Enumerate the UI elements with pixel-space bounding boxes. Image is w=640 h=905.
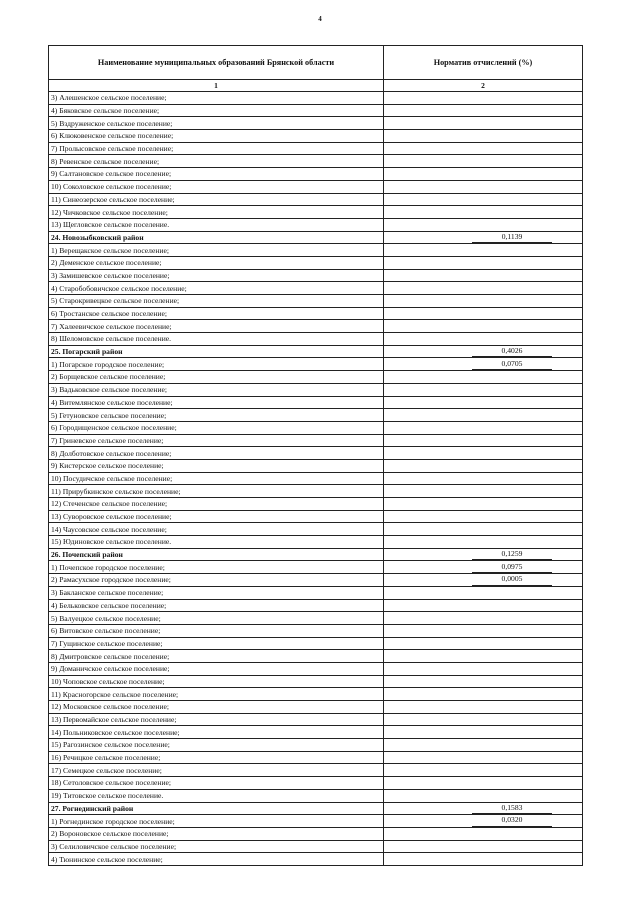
- table-row: [49, 92, 583, 105]
- table-row: [49, 333, 583, 346]
- column-number-1: 1: [49, 80, 384, 92]
- column-number-row: [49, 80, 583, 92]
- rate-cell: [384, 523, 583, 536]
- rate-cell: [384, 815, 583, 828]
- settlement-name: 2) Деменское сельское поселение;: [49, 256, 384, 269]
- table-body: [49, 92, 583, 866]
- settlement-name: 6) Городищенское сельское поселение;: [49, 421, 384, 434]
- rate-cell: [384, 827, 583, 840]
- table-row: [49, 599, 583, 612]
- rate-value: 0,1139: [472, 232, 552, 244]
- settlement-name: 5) Гетуновское сельское поселение;: [49, 409, 384, 422]
- rate-cell: [384, 409, 583, 422]
- settlement-name: 10) Посудичское сельское поселение;: [49, 472, 384, 485]
- table-row: [49, 117, 583, 130]
- rate-cell: [384, 701, 583, 714]
- rate-cell: [384, 739, 583, 752]
- table-row: [49, 244, 583, 257]
- rate-cell: [384, 333, 583, 346]
- settlement-name: 7) Гущинское сельское поселение;: [49, 637, 384, 650]
- table-row: [49, 168, 583, 181]
- rate-cell: [384, 789, 583, 802]
- rate-cell: [384, 180, 583, 193]
- table-row: [49, 383, 583, 396]
- settlement-name: 1) Рогнединское городское поселение;: [49, 815, 384, 828]
- rate-cell: [384, 637, 583, 650]
- rate-cell: [384, 688, 583, 701]
- table-row: [49, 409, 583, 422]
- rate-cell: [384, 751, 583, 764]
- table-row: [49, 827, 583, 840]
- table-row: [49, 561, 583, 574]
- rate-value: 0,0975: [472, 562, 552, 574]
- district-name: 27. Рогнединский район: [49, 802, 384, 815]
- rate-cell: [384, 713, 583, 726]
- table-row: [49, 853, 583, 866]
- rate-cell: [384, 231, 583, 244]
- table-row: [49, 104, 583, 117]
- district-name: 25. Погарский район: [49, 345, 384, 358]
- rate-cell: [384, 548, 583, 561]
- settlement-name: 7) Пролысовское сельское поселение;: [49, 142, 384, 155]
- table-row: [49, 206, 583, 219]
- rate-value: 0,1259: [472, 549, 552, 561]
- page-number: 4: [318, 15, 322, 23]
- table-row: [49, 840, 583, 853]
- table-row: [49, 472, 583, 485]
- table-row: [49, 650, 583, 663]
- district-row: [49, 345, 583, 358]
- rate-cell: [384, 130, 583, 143]
- table-row: [49, 434, 583, 447]
- settlement-name: 4) Бяковское сельское поселение;: [49, 104, 384, 117]
- table-row: [49, 688, 583, 701]
- rate-cell: [384, 371, 583, 384]
- settlement-name: 11) Прирубкинское сельское поселение;: [49, 485, 384, 498]
- settlement-name: 9) Доманичское сельское поселение;: [49, 662, 384, 675]
- district-name: 26. Почепский район: [49, 548, 384, 561]
- settlement-name: 7) Гриневское сельское поселение;: [49, 434, 384, 447]
- settlement-name: 13) Щегловское сельское поселение.: [49, 218, 384, 231]
- table-row: [49, 371, 583, 384]
- table-row: [49, 701, 583, 714]
- table-row: [49, 523, 583, 536]
- table-row: [49, 574, 583, 587]
- rate-cell: [384, 168, 583, 181]
- settlement-name: 11) Синеозерское сельское поселение;: [49, 193, 384, 206]
- table-row: [49, 675, 583, 688]
- table-row: [49, 586, 583, 599]
- settlement-name: 1) Погарское городское поселение;: [49, 358, 384, 371]
- rate-cell: [384, 434, 583, 447]
- table-row: [49, 295, 583, 308]
- settlement-name: 3) Алешенское сельское поселение;: [49, 92, 384, 105]
- table-row: [49, 713, 583, 726]
- table-row: [49, 447, 583, 460]
- rate-cell: [384, 383, 583, 396]
- rate-value: 0,0320: [472, 815, 552, 827]
- header-rate: Норматив отчислений (%): [384, 46, 583, 80]
- settlement-name: 7) Халеевичское сельское поселение;: [49, 320, 384, 333]
- settlement-name: 16) Речицкое сельское поселение;: [49, 751, 384, 764]
- rate-cell: [384, 498, 583, 511]
- table-row: [49, 421, 583, 434]
- rate-cell: [384, 485, 583, 498]
- table-row: [49, 751, 583, 764]
- table-row: [49, 662, 583, 675]
- settlement-name: 2) Рамасухское городское поселение;: [49, 574, 384, 587]
- settlement-name: 5) Вздруженское сельское поселение;: [49, 117, 384, 130]
- settlement-name: 1) Верещакское сельское поселение;: [49, 244, 384, 257]
- settlement-name: 4) Бельковское сельское поселение;: [49, 599, 384, 612]
- rate-cell: [384, 624, 583, 637]
- settlement-name: 9) Салтановское сельское поселение;: [49, 168, 384, 181]
- rate-value: 0,1583: [472, 803, 552, 815]
- table-row: [49, 815, 583, 828]
- settlement-name: 19) Титовское сельское поселение.: [49, 789, 384, 802]
- table-row: [49, 612, 583, 625]
- rate-cell: [384, 777, 583, 790]
- table-row: [49, 510, 583, 523]
- rate-cell: [384, 447, 583, 460]
- rate-cell: [384, 117, 583, 130]
- table-row: [49, 485, 583, 498]
- rate-value: 0,0005: [472, 574, 552, 586]
- table-row: [49, 459, 583, 472]
- rate-cell: [384, 244, 583, 257]
- rate-cell: [384, 142, 583, 155]
- settlement-name: 5) Валуецкое сельское поселение;: [49, 612, 384, 625]
- settlement-name: 8) Долботовское сельское поселение;: [49, 447, 384, 460]
- table-row: [49, 155, 583, 168]
- rate-cell: [384, 802, 583, 815]
- rate-cell: [384, 193, 583, 206]
- settlement-name: 6) Витовское сельское поселение;: [49, 624, 384, 637]
- table-row: [49, 130, 583, 143]
- settlement-name: 8) Дмитровское сельское поселение;: [49, 650, 384, 663]
- table-header-row: [49, 46, 583, 80]
- rate-value: 0,4026: [472, 346, 552, 358]
- settlement-name: 3) Замишевское сельское поселение;: [49, 269, 384, 282]
- rate-cell: [384, 459, 583, 472]
- settlement-name: 13) Первомайское сельское поселение;: [49, 713, 384, 726]
- table-row: [49, 637, 583, 650]
- table-row: [49, 307, 583, 320]
- table-row: [49, 498, 583, 511]
- table-row: [49, 624, 583, 637]
- rate-cell: [384, 358, 583, 371]
- table-row: [49, 358, 583, 371]
- rate-cell: [384, 345, 583, 358]
- settlement-name: 1) Почепское городское поселение;: [49, 561, 384, 574]
- rate-cell: [384, 396, 583, 409]
- column-number-2: 2: [384, 80, 583, 92]
- rate-cell: [384, 764, 583, 777]
- rate-cell: [384, 853, 583, 866]
- district-row: [49, 231, 583, 244]
- rate-cell: [384, 561, 583, 574]
- settlement-name: 3) Селиловичское сельское поселение;: [49, 840, 384, 853]
- rate-cell: [384, 675, 583, 688]
- rate-cell: [384, 840, 583, 853]
- rate-cell: [384, 92, 583, 105]
- settlement-name: 12) Стеченское сельское поселение;: [49, 498, 384, 511]
- rate-cell: [384, 269, 583, 282]
- rate-value: 0,0705: [472, 359, 552, 371]
- district-row: [49, 802, 583, 815]
- settlement-name: 18) Сетоловское сельское поселение;: [49, 777, 384, 790]
- rate-cell: [384, 599, 583, 612]
- settlement-name: 5) Старокривецкое сельское поселение;: [49, 295, 384, 308]
- rate-cell: [384, 282, 583, 295]
- table-row: [49, 256, 583, 269]
- settlement-name: 17) Семецкое сельское поселение;: [49, 764, 384, 777]
- settlement-name: 6) Клюковенское сельское поселение;: [49, 130, 384, 143]
- settlement-name: 15) Рагозинское сельское поселение;: [49, 739, 384, 752]
- settlement-name: 8) Ревенское сельское поселение;: [49, 155, 384, 168]
- table-row: [49, 218, 583, 231]
- header-municipality: Наименование муниципальных образований Брянской области: [49, 46, 384, 80]
- table-row: [49, 764, 583, 777]
- table-row: [49, 193, 583, 206]
- settlement-name: 10) Соколовское сельское поселение;: [49, 180, 384, 193]
- settlement-name: 2) Вороновское сельское поселение;: [49, 827, 384, 840]
- table-row: [49, 536, 583, 549]
- settlement-name: 4) Тюнинское сельское поселение;: [49, 853, 384, 866]
- settlement-name: 4) Витемлянское сельское поселение;: [49, 396, 384, 409]
- settlement-name: 6) Тростанское сельское поселение;: [49, 307, 384, 320]
- settlement-name: 14) Польниковское сельское поселение;: [49, 726, 384, 739]
- rate-cell: [384, 421, 583, 434]
- rate-cell: [384, 726, 583, 739]
- settlement-name: 15) Юдиновское сельское поселение.: [49, 536, 384, 549]
- rate-cell: [384, 650, 583, 663]
- table-row: [49, 180, 583, 193]
- rate-cell: [384, 155, 583, 168]
- rate-cell: [384, 586, 583, 599]
- table-row: [49, 396, 583, 409]
- settlement-name: 13) Суворовское сельское поселение;: [49, 510, 384, 523]
- rate-cell: [384, 218, 583, 231]
- table-row: [49, 789, 583, 802]
- table-row: [49, 282, 583, 295]
- rate-cell: [384, 536, 583, 549]
- rate-cell: [384, 472, 583, 485]
- settlement-name: 14) Чаусовское сельское поселение;: [49, 523, 384, 536]
- settlement-name: 3) Вадьковское сельское поселение;: [49, 383, 384, 396]
- rate-cell: [384, 104, 583, 117]
- rate-cell: [384, 320, 583, 333]
- table-row: [49, 320, 583, 333]
- table-row: [49, 739, 583, 752]
- table-row: [49, 777, 583, 790]
- settlement-name: 4) Старобобовичское сельское поселение;: [49, 282, 384, 295]
- rate-cell: [384, 662, 583, 675]
- settlement-name: 9) Кистерское сельское поселение;: [49, 459, 384, 472]
- settlement-name: 3) Бакланское сельское поселение;: [49, 586, 384, 599]
- settlement-name: 10) Чоповское сельское поселение;: [49, 675, 384, 688]
- settlement-name: 8) Шеломовское сельское поселение.: [49, 333, 384, 346]
- tax-rate-table: [48, 45, 583, 866]
- table-row: [49, 726, 583, 739]
- rate-cell: [384, 307, 583, 320]
- table-row: [49, 142, 583, 155]
- settlement-name: 11) Красногорское сельское поселение;: [49, 688, 384, 701]
- rate-cell: [384, 510, 583, 523]
- rate-cell: [384, 574, 583, 587]
- rate-cell: [384, 295, 583, 308]
- settlement-name: 12) Чичковское сельское поселение;: [49, 206, 384, 219]
- table-row: [49, 269, 583, 282]
- rate-cell: [384, 206, 583, 219]
- district-name: 24. Новозыбковский район: [49, 231, 384, 244]
- district-row: [49, 548, 583, 561]
- settlement-name: 12) Московское сельское поселение;: [49, 701, 384, 714]
- settlement-name: 2) Борщевское сельское поселение;: [49, 371, 384, 384]
- rate-cell: [384, 612, 583, 625]
- rate-cell: [384, 256, 583, 269]
